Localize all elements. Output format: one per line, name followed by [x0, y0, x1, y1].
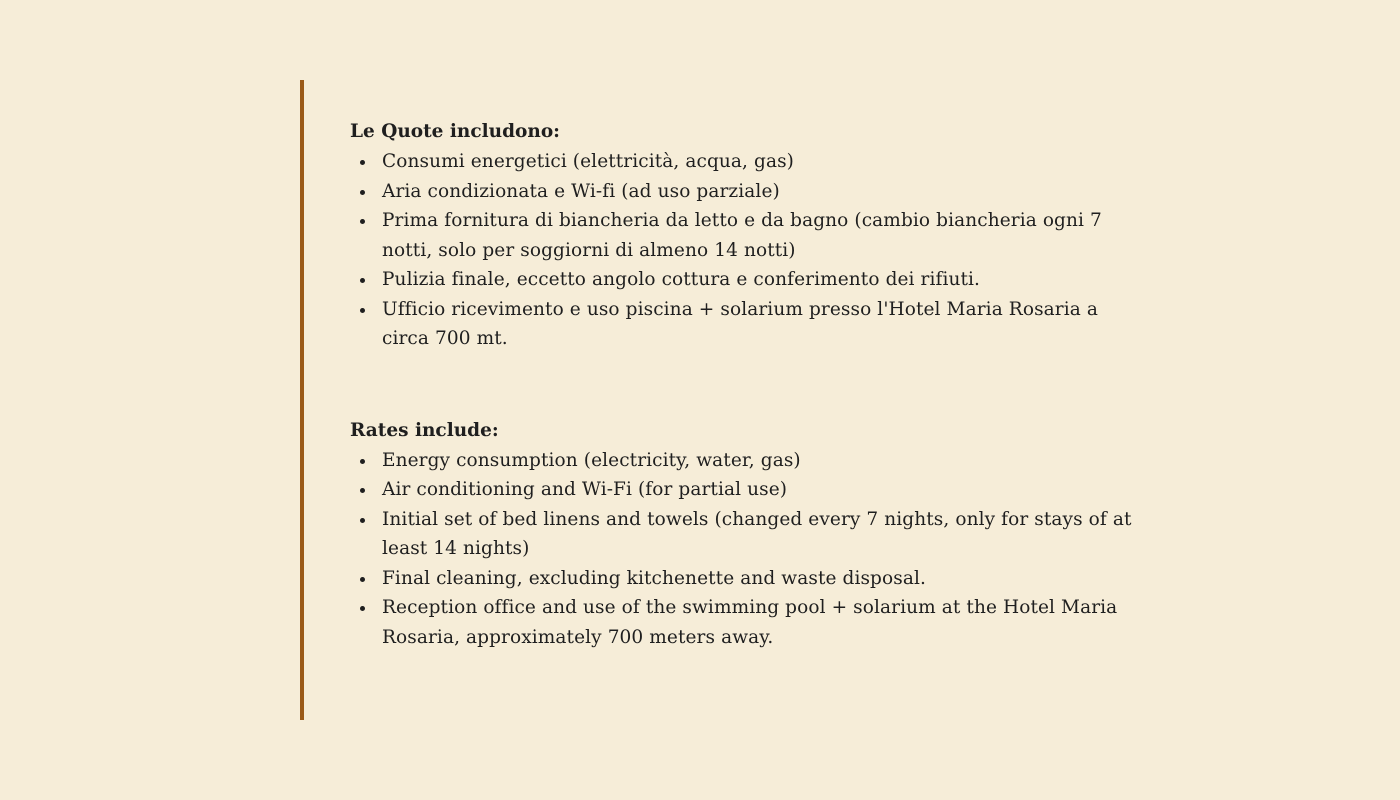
section-italian [350, 117, 1140, 354]
list-item: Consumi energetici (elettricità, acqua, gas) [350, 147, 1140, 177]
list-item: Aria condizionata e Wi-fi (ad uso parziale) [350, 177, 1140, 207]
section-english [350, 416, 1140, 653]
italian-item-list [350, 147, 1140, 354]
english-item-list [350, 446, 1140, 653]
list-item: Pulizia finale, eccetto angolo cottura e conferimento dei rifiuti. [350, 265, 1140, 295]
list-item: Prima fornitura di biancheria da letto e da bagno (cambio biancheria ogni 7 notti, solo per soggiorni di almeno 14 notti) [350, 206, 1140, 265]
list-item: Ufficio ricevimento e uso piscina + solarium presso l'Hotel Maria Rosaria a circa 700 mt. [350, 295, 1140, 354]
list-item: Energy consumption (electricity, water, gas) [350, 446, 1140, 476]
list-item: Final cleaning, excluding kitchenette and waste disposal. [350, 564, 1140, 594]
section-heading-italian: Le Quote includono: [350, 121, 560, 142]
list-item: Air conditioning and Wi-Fi (for partial use) [350, 475, 1140, 505]
list-item: Reception office and use of the swimming pool + solarium at the Hotel Maria Rosaria, approximately 700 meters away. [350, 593, 1140, 652]
accent-bar [300, 80, 304, 720]
list-item: Initial set of bed linens and towels (changed every 7 nights, only for stays of at least 14 nights) [350, 505, 1140, 564]
rates-content [350, 117, 1140, 652]
section-heading-english: Rates include: [350, 419, 499, 441]
